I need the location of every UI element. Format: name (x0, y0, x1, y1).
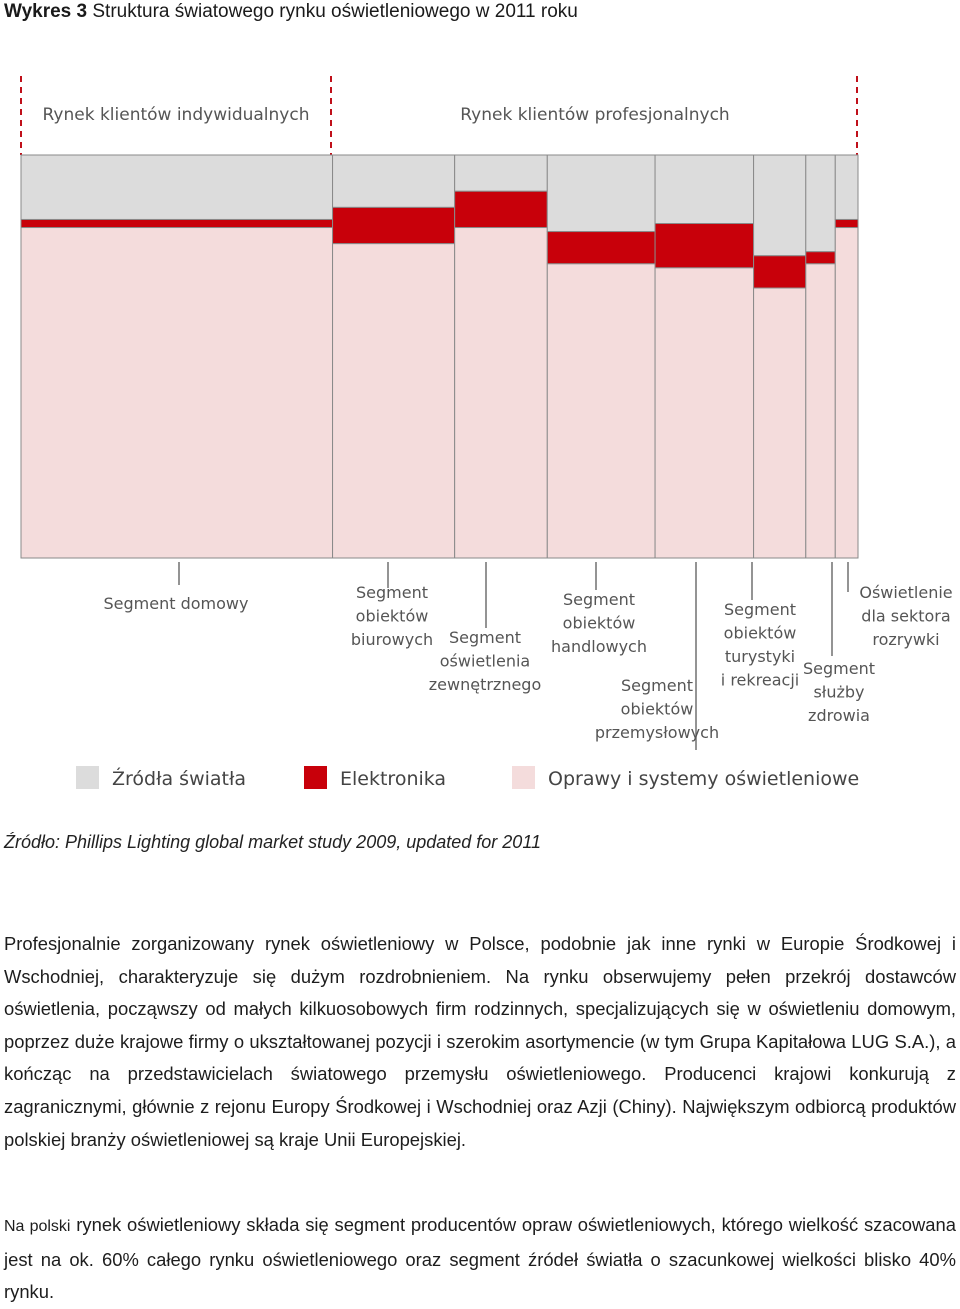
bar-7-electronics (806, 252, 835, 264)
bar-8-fixtures (835, 228, 858, 558)
bar-5-electronics (655, 224, 754, 268)
figure-caption (4, 0, 578, 24)
paragraph-2 (4, 1209, 956, 1309)
bar-4-electronics (547, 232, 655, 264)
label-professional-market: Rynek klientów profesjonalnych (460, 105, 730, 125)
bar-4-fixtures (547, 264, 655, 558)
bar-2-fixtures (333, 244, 455, 558)
segment-label-6: Segment obiektów turystyki i rekreacji (720, 600, 800, 690)
source-note: Źródło: Phillips Lighting global market study 2009, updated for 2011 (4, 832, 542, 852)
bar-3-fixtures (455, 228, 548, 558)
bar-2-electronics (333, 207, 455, 243)
segment-label-1: Segment domowy (103, 594, 249, 613)
segment-label-7: Segment służby zdrowia (803, 659, 875, 725)
marimekko-chart (0, 60, 960, 800)
bar-6-light-sources (754, 155, 806, 256)
bar-2-light-sources (333, 155, 455, 207)
paragraph-2-text: rynek oświetleniowy składa się segment producentów opraw oświetleniowych, którego wielkość szacowana jest na ok. 60% całego rynku oświetleniowego oraz segment źródeł światła o szacunkowej wielkości blisko 40% rynku. (4, 1214, 956, 1303)
legend-label-3: Oprawy i systemy oświetleniowe (548, 768, 860, 790)
bar-8-electronics (835, 219, 858, 227)
bar-7-fixtures (806, 264, 835, 558)
bar-8-light-sources (835, 155, 858, 219)
legend (76, 766, 859, 790)
segment-label-4: Segment obiektów handlowych (551, 590, 647, 656)
segment-label-8: Oświetlenie dla sektora rozrywki (859, 583, 953, 649)
legend-label-1: Źródła światła (112, 768, 247, 790)
bar-group (21, 155, 858, 558)
paragraph-1: Profesjonalnie zorganizowany rynek oświetleniowy w Polsce, podobnie jak inne rynki w Europie Środkowej i Wschodniej, charakteryzuje się dużym rozdrobnieniem. Na rynku obserwujemy pełen przekrój dostawców oświetlenia, począwszy od małych kilkuosobowych firm rodzinnych, specjalizujących się w oświetleniu domowym, poprzez duże krajowe firmy o ukształtowanej pozycji i szerokim asortymencie (w tym Grupa Kapitałowa LUG S.A.), a kończąc na przedstawicielach światowego przemysłu oświetleniowego. Producenci krajowi konkurują z zagranicznymi, głównie z rejonu Europy Środkowej i Wschodniej oraz Azji (Chiny). Największym odbiorcą produktów polskiej branży oświetleniowej są kraje Unii Europejskiej. (4, 933, 956, 1150)
label-consumer-market: Rynek klientów indywidualnych (42, 105, 310, 125)
paragraph-2-lead: Na polski (4, 1218, 71, 1235)
legend-swatch-1 (76, 766, 99, 789)
legend-swatch-2 (304, 766, 327, 789)
bar-4-light-sources (547, 155, 655, 232)
bar-3-light-sources (455, 155, 548, 191)
bar-1-electronics (21, 219, 333, 227)
bar-5-light-sources (655, 155, 754, 224)
bar-1-fixtures (21, 228, 333, 558)
bar-3-electronics (455, 191, 548, 227)
bar-1-light-sources (21, 155, 333, 219)
bar-7-light-sources (806, 155, 835, 252)
legend-swatch-3 (512, 766, 535, 789)
segment-label-5: Segment obiektów przemysłowych (594, 676, 720, 742)
bar-6-electronics (754, 256, 806, 288)
segment-label-3: Segment oświetlenia zewnętrznego (428, 628, 542, 694)
caption-label: Wykres 3 (4, 1, 88, 22)
segment-label-2: Segment obiektów biurowych (350, 583, 434, 649)
bar-6-fixtures (754, 288, 806, 558)
caption-text: Struktura światowego rynku oświetleniowego w 2011 roku (87, 1, 578, 22)
bar-5-fixtures (655, 268, 754, 558)
legend-label-2: Elektronika (340, 768, 447, 790)
segment-label-group (104, 562, 953, 750)
